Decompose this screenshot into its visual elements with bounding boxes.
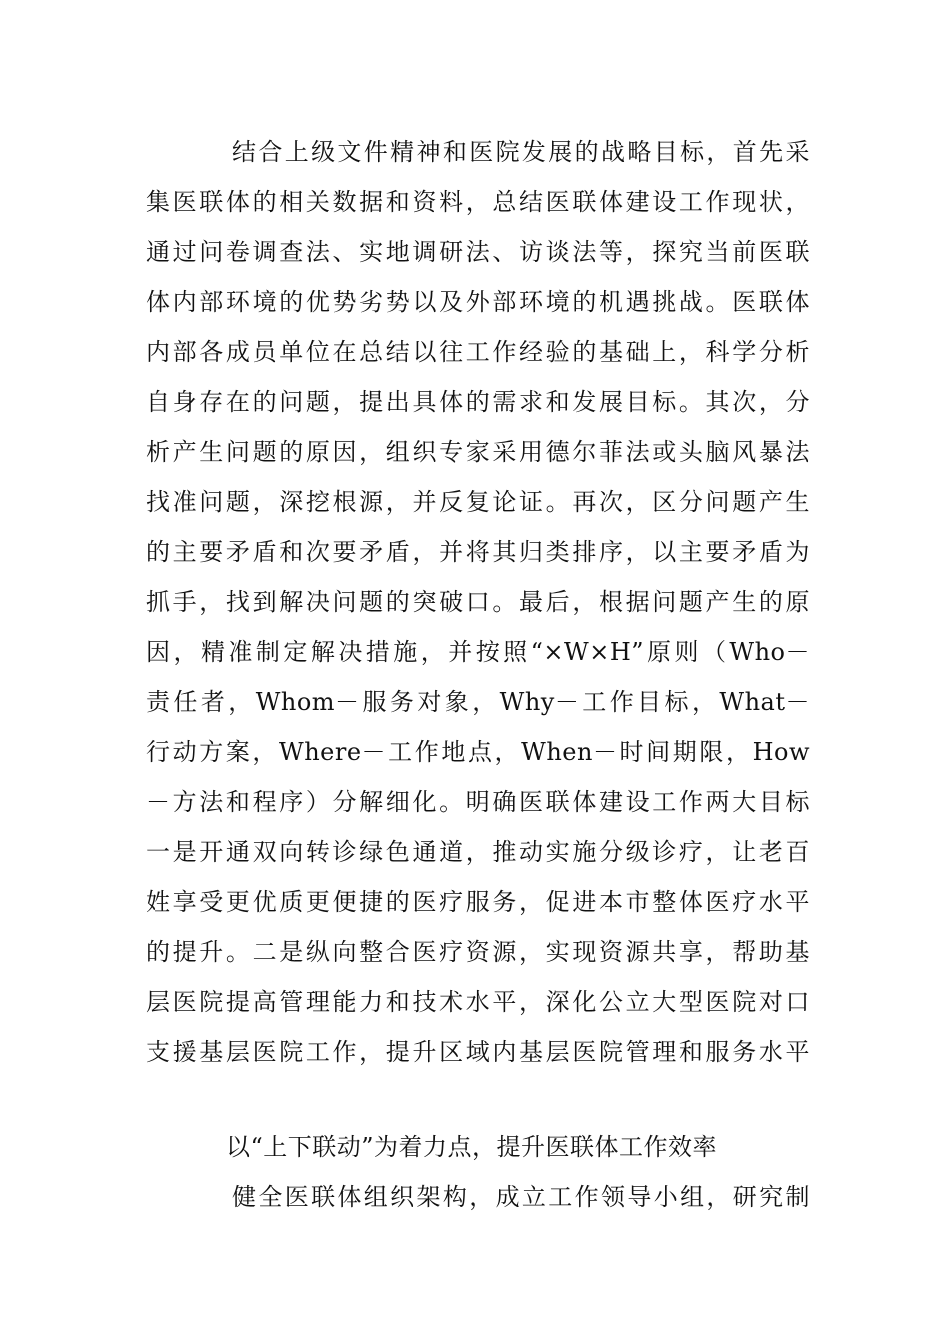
paragraph-1-line-6: 自身存在的问题，提出具体的需求和发展目标。其次，分 bbox=[146, 388, 810, 416]
paragraph-1-line-19: 支援基层医院工作，提升区域内基层医院管理和服务水平 bbox=[146, 1038, 810, 1066]
paragraph-1-line-7: 析产生问题的原因，组织专家采用德尔菲法或头脑风暴法 bbox=[146, 438, 810, 466]
paragraph-2-line-1: 健全医联体组织架构，成立工作领导小组，研究制 bbox=[232, 1183, 810, 1211]
paragraph-1-line-2: 集医联体的相关数据和资料，总结医联体建设工作现状， bbox=[146, 188, 810, 216]
paragraph-1-line-16: 姓享受更优质更便捷的医疗服务，促进本市整体医疗水平 bbox=[146, 888, 810, 916]
paragraph-1-line-14: －方法和程序）分解细化。明确医联体建设工作两大目标 bbox=[146, 788, 810, 816]
paragraph-1-line-9: 的主要矛盾和次要矛盾，并将其归类排序，以主要矛盾为 bbox=[146, 538, 810, 566]
paragraph-1-line-3: 通过问卷调查法、实地调研法、访谈法等，探究当前医联 bbox=[146, 238, 810, 266]
paragraph-1-line-4: 体内部环境的优势劣势以及外部环境的机遇挑战。医联体 bbox=[146, 288, 810, 316]
paragraph-1-line-8: 找准问题，深挖根源，并反复论证。再次，区分问题产生 bbox=[146, 488, 810, 516]
paragraph-1-line-5: 内部各成员单位在总结以往工作经验的基础上，科学分析 bbox=[146, 338, 810, 366]
paragraph-1-line-10: 抓手，找到解决问题的突破口。最后，根据问题产生的原 bbox=[146, 588, 810, 616]
paragraph-1-line-13: 行动方案，Where－工作地点，When－时间期限，How bbox=[146, 738, 810, 766]
paragraph-1-line-17: 的提升。二是纵向整合医疗资源，实现资源共享，帮助基 bbox=[146, 938, 810, 966]
paragraph-1-line-1: 结合上级文件精神和医院发展的战略目标，首先采 bbox=[232, 138, 810, 166]
section-heading: 以“上下联动”为着力点，提升医联体工作效率 bbox=[226, 1133, 718, 1161]
paragraph-1-line-12: 责任者，Whom－服务对象，Why－工作目标，What－ bbox=[146, 688, 810, 716]
paragraph-1-line-11: 因，精准制定解决措施，并按照“×W×H”原则（Who－ bbox=[146, 638, 810, 666]
paragraph-1-line-18: 层医院提高管理能力和技术水平，深化公立大型医院对口 bbox=[146, 988, 810, 1016]
paragraph-1-line-15: 一是开通双向转诊绿色通道，推动实施分级诊疗，让老百 bbox=[146, 838, 810, 866]
